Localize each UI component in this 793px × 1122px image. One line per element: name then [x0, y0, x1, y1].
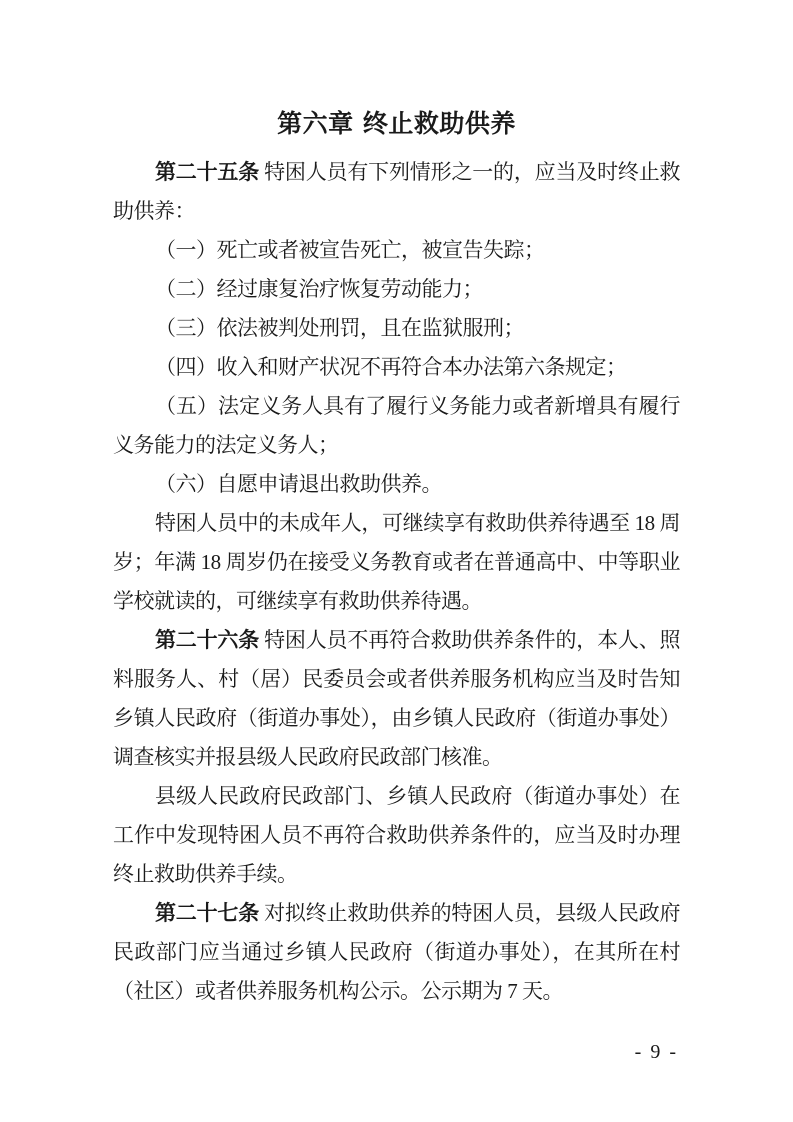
- paragraph-text: 县级人民政府民政部门、乡镇人民政府（街道办事处）在工作中发现特困人员不再符合救助供养条件的，应当及时办理终止救助供养手续。: [113, 784, 680, 886]
- paragraph: [113, 504, 680, 621]
- paragraph-text: （四）收入和财产状况不再符合本办法第六条规定；: [155, 355, 627, 379]
- paragraph: [113, 621, 680, 777]
- paragraph: [113, 387, 680, 465]
- paragraph-text: （二）经过康复治疗恢复劳动能力；: [155, 277, 483, 301]
- paragraph: [113, 309, 680, 348]
- paragraph-text: （三）依法被判处刑罚，且在监狱服刑；: [155, 316, 524, 340]
- paragraph: [113, 348, 680, 387]
- article-number: 第二十七条: [155, 901, 265, 925]
- page-number: - 9 -: [634, 1041, 678, 1063]
- paragraph: [113, 153, 680, 231]
- paragraph-text: 特困人员有下列情形之一的，应当及时终止救助供养：: [113, 160, 681, 223]
- document-content: [113, 104, 680, 1011]
- paragraph-text: （一）死亡或者被宣告死亡，被宣告失踪；: [155, 238, 545, 262]
- article-number: 第二十六条: [155, 628, 265, 652]
- paragraph-text: （五）法定义务人具有了履行义务能力或者新增具有履行义务能力的法定义务人；: [113, 394, 680, 457]
- paragraph: [113, 231, 680, 270]
- paragraph-text: （六）自愿申请退出救助供养。: [155, 472, 442, 496]
- paragraph: [113, 465, 680, 504]
- paragraph-text: 特困人员不再符合救助供养条件的，本人、照料服务人、村（居）民委员会或者供养服务机构应当及时告知乡镇人民政府（街道办事处），由乡镇人民政府（街道办事处）调查核实并报县级人民政府民政部门核准。: [113, 628, 681, 769]
- paragraph-text: 特困人员中的未成年人，可继续享有救助供养待遇至 18 周岁；年满 18 周岁仍在接受义务教育或者在普通高中、中等职业学校就读的，可继续享有救助供养待遇。: [113, 511, 680, 613]
- article-number: 第二十五条: [155, 160, 265, 184]
- paragraph: [113, 777, 680, 894]
- paragraph: [113, 894, 680, 1011]
- paragraph: [113, 270, 680, 309]
- chapter-title: 第六章 终止救助供养: [277, 109, 516, 138]
- document-body: [113, 153, 680, 1011]
- paragraph-text: 对拟终止救助供养的特困人员，县级人民政府民政部门应当通过乡镇人民政府（街道办事处），在其所在村（社区）或者供养服务机构公示。公示期为 7 天。: [113, 901, 681, 1003]
